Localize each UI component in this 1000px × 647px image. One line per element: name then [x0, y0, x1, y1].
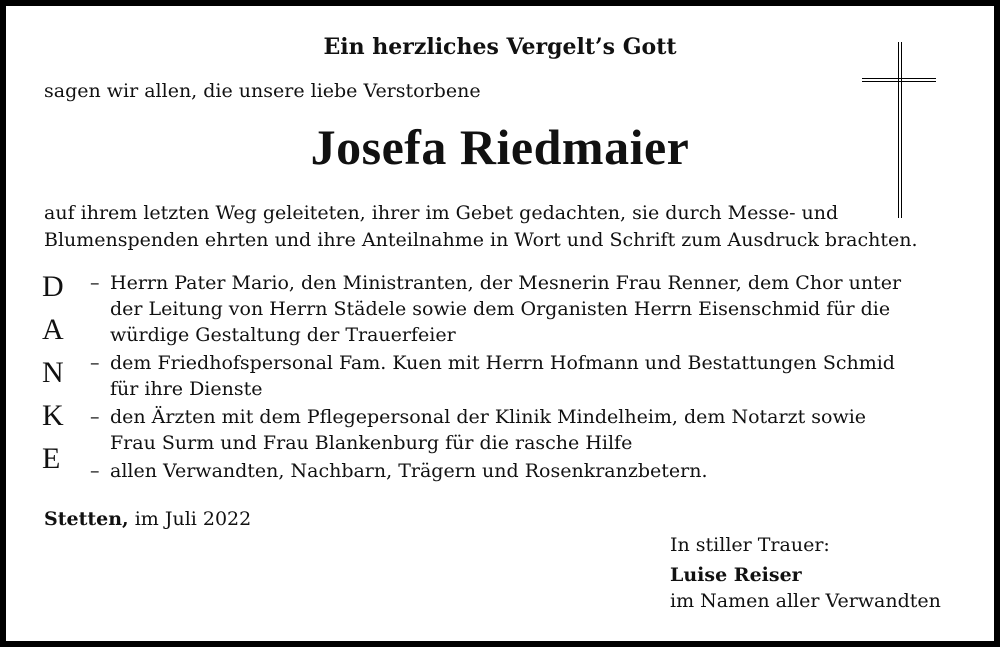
thanks-line: für ihre Dienste — [110, 378, 263, 400]
danke-letter: N — [42, 356, 64, 389]
danke-letter: D — [42, 270, 64, 303]
date: im Juli 2022 — [134, 508, 252, 530]
thanks-dash: – — [90, 272, 100, 294]
body-line: auf ihrem letzten Weg geleiteten, ihrer im Gebet gedachten, sie durch Messe- und — [44, 202, 839, 224]
place: Stetten, — [44, 508, 129, 530]
thanks-line: Frau Surm und Frau Blankenburg für die rasche Hilfe — [110, 432, 633, 454]
danke-letter: E — [42, 442, 61, 475]
thanks-dash: – — [90, 460, 100, 482]
place-date — [44, 506, 251, 533]
thanks-line: würdige Gestaltung der Trauerfeier — [110, 324, 456, 346]
thanks-line: dem Friedhofspersonal Fam. Kuen mit Herrn Hofmann und Bestattungen Schmid — [110, 352, 895, 374]
intro-text: sagen wir allen, die unsere liebe Verstorbene — [44, 80, 481, 102]
danke-letter: K — [42, 399, 64, 432]
thanks-dash: – — [90, 406, 100, 428]
mourner-on-behalf: im Namen aller Verwandten — [670, 590, 941, 612]
thanks-line: allen Verwandten, Nachbarn, Trägern und Rosenkranzbetern. — [110, 460, 708, 482]
danke-letter: A — [42, 313, 64, 346]
deceased-name: Josefa Riedmaier — [310, 119, 690, 175]
thanks-line: der Leitung von Herrn Städele sowie dem Organisten Herrn Eisenschmid für die — [110, 298, 891, 320]
thanks-line: Herrn Pater Mario, den Ministranten, der Mesnerin Frau Renner, dem Chor unter — [110, 272, 902, 294]
headline: Ein herzliches Vergelt’s Gott — [323, 34, 677, 60]
thanks-line: den Ärzten mit dem Pflegepersonal der Klinik Mindelheim, dem Notarzt sowie — [110, 406, 867, 428]
thanks-dash: – — [90, 352, 100, 374]
cross-icon-bar — [862, 78, 936, 82]
mourning-label: In stiller Trauer: — [670, 534, 830, 556]
body-line: Blumenspenden ehrten und ihre Anteilnahme in Wort und Schrift zum Ausdruck brachten. — [44, 229, 918, 251]
mourner-name: Luise Reiser — [670, 564, 802, 586]
